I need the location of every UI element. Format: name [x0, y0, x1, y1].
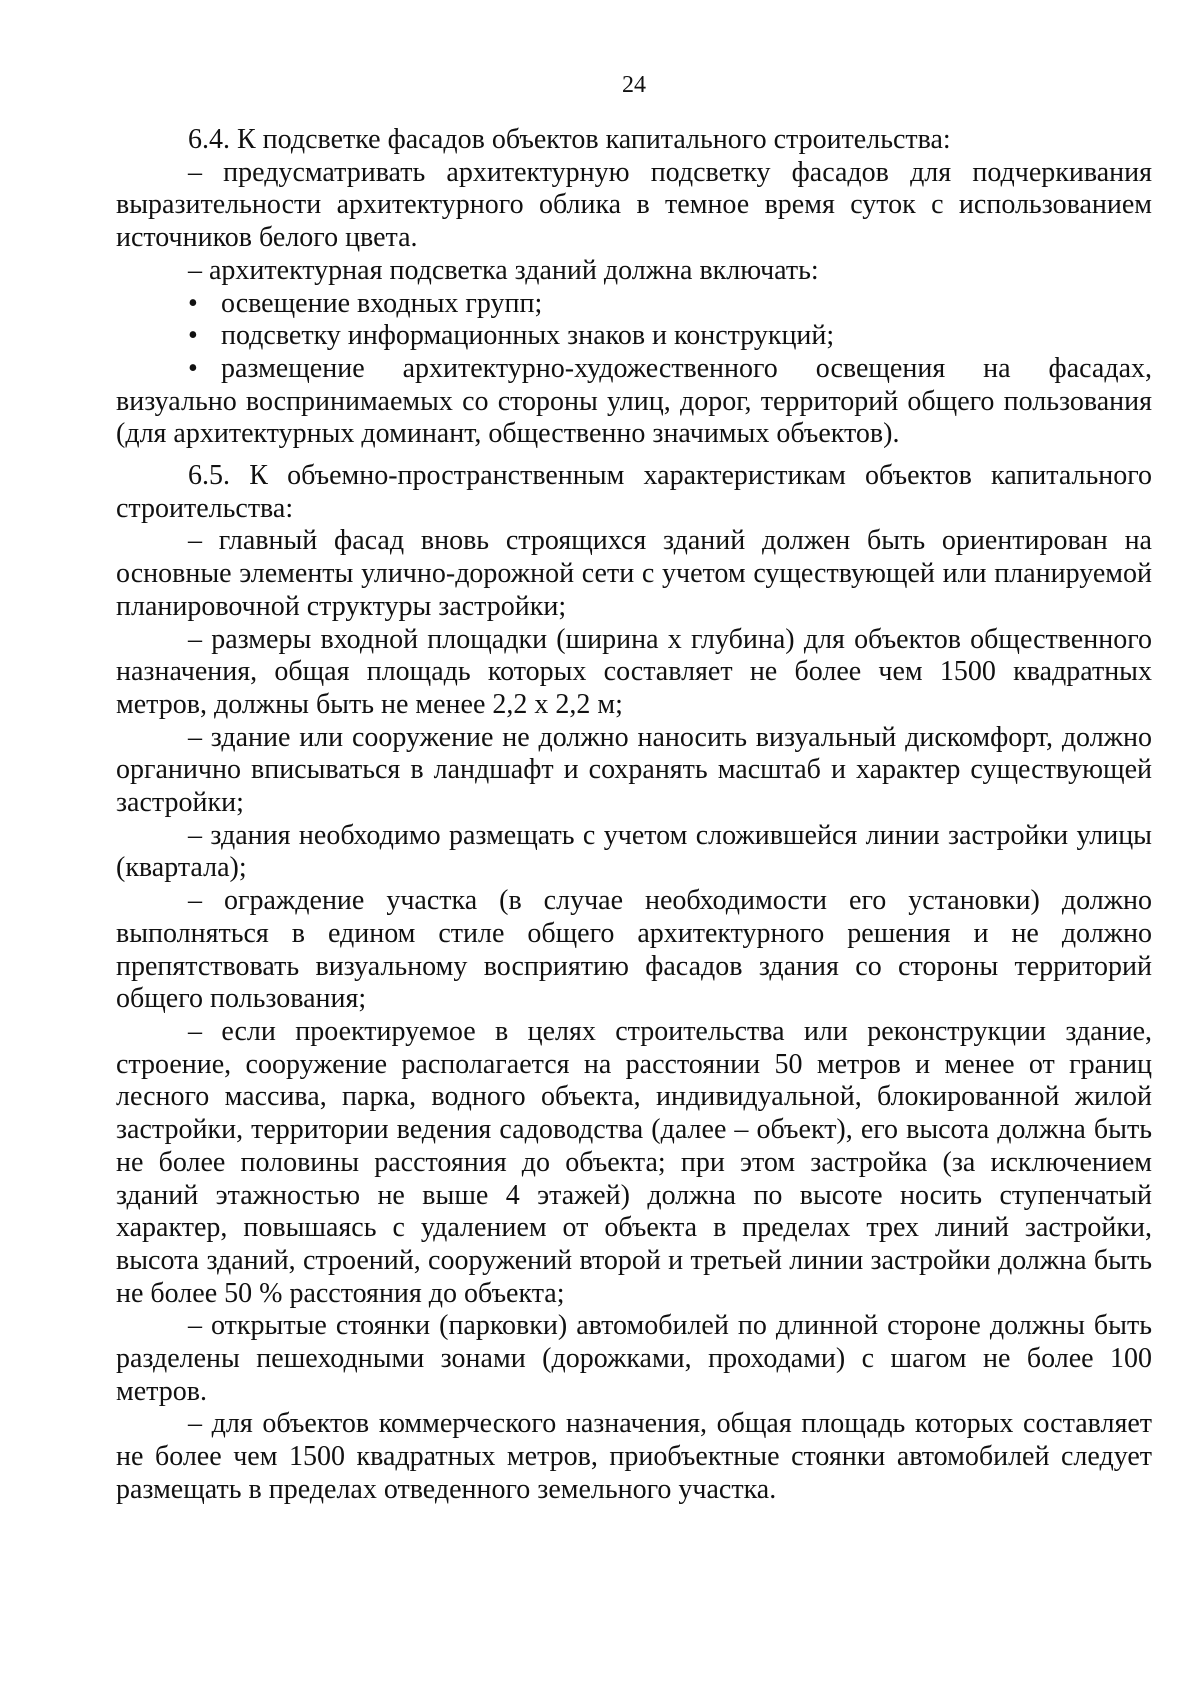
bullet-icon: •	[188, 320, 198, 352]
bullet-icon: •	[188, 352, 198, 384]
paragraph: – предусматривать архитектурную подсветку фасадов для подчеркивания выразительности архитектурного облика в темное время суток с использованием источников белого цвета.	[116, 156, 1152, 254]
paragraph: – архитектурная подсветка зданий должна включать:	[188, 254, 819, 286]
paragraph: – главный фасад вновь строящихся зданий должен быть ориентирован на основные элементы улично-дорожной сети с учетом существующей или планируемой планировочной структуры застройки;	[116, 525, 1152, 622]
section-6-4-heading: 6.4. К подсветке фасадов объектов капитального строительства:	[188, 124, 951, 155]
paragraph: – здание или сооружение не должно наносить визуальный дискомфорт, должно органично вписываться в ландшафт и сохранять масштаб и характер существующей застройки;	[116, 721, 1152, 819]
paragraph: – для объектов коммерческого назначения, общая площадь которых составляет не более чем 1500 квадратных метров, приобъектные стоянки автомобилей следует размещать в пределах отведенного земельного участка.	[116, 1408, 1152, 1505]
bullet-text: размещение архитектурно-художественного освещения на фасадах, визуально воспринимаемых со стороны улиц, дорог, территорий общего пользования (для архитектурных доминант, общественно значимых объектов).	[116, 352, 1152, 450]
bullet-icon: •	[188, 287, 198, 319]
paragraph: – здания необходимо размещать с учетом сложившейся линии застройки улицы (квартала);	[116, 819, 1152, 884]
bullet-item	[116, 288, 1152, 321]
paragraph: – открытые стоянки (парковки) автомобилей по длинной стороне должны быть разделены пешеходными зонами (дорожками, проходами) с шагом не более 100 метров.	[116, 1310, 1152, 1407]
paragraph: – размеры входной площадки (ширина х глубина) для объектов общественного назначения, общая площадь которых составляет не более чем 1500 квадратных метров, должны быть не менее 2,2 х 2,2 м;	[116, 623, 1152, 720]
section-6-5-heading: 6.5. К объемно-пространственным характеристикам объектов капитального строительства:	[116, 460, 1152, 524]
bullet-item	[116, 320, 1152, 353]
paragraph: – ограждение участка (в случае необходимости его установки) должно выполняться в едином стиле общего архитектурного решения и не должно препятствовать визуальному восприятию фасадов здания со стороны территорий общего пользования;	[116, 885, 1152, 1015]
bullet-text: освещение входных групп;	[221, 287, 543, 319]
paragraph: – если проектируемое в целях строительства или реконструкции здание, строение, сооружение располагается на расстоянии 50 метров и менее от границ лесного массива, парка, водного объекта, индивидуальной, блокированной жилой застройки, территории ведения садоводства (далее – объект), его высота должна быть не более половины расстояния до объекта; при этом застройка (за исключением зданий этажностью не выше 4 этажей) должна по высоте носить ступенчатый характер, повышаясь с удалением от объекта в пределах трех линий застройки, высота зданий, строений, сооружений второй и третьей линии застройки должна быть не более 50 % расстояния до объекта;	[116, 1015, 1152, 1309]
bullet-text: подсветку информационных знаков и конструкций;	[221, 320, 835, 352]
document-body	[116, 124, 1152, 1507]
bullet-item	[116, 353, 1152, 451]
page-number: 24	[622, 72, 646, 98]
